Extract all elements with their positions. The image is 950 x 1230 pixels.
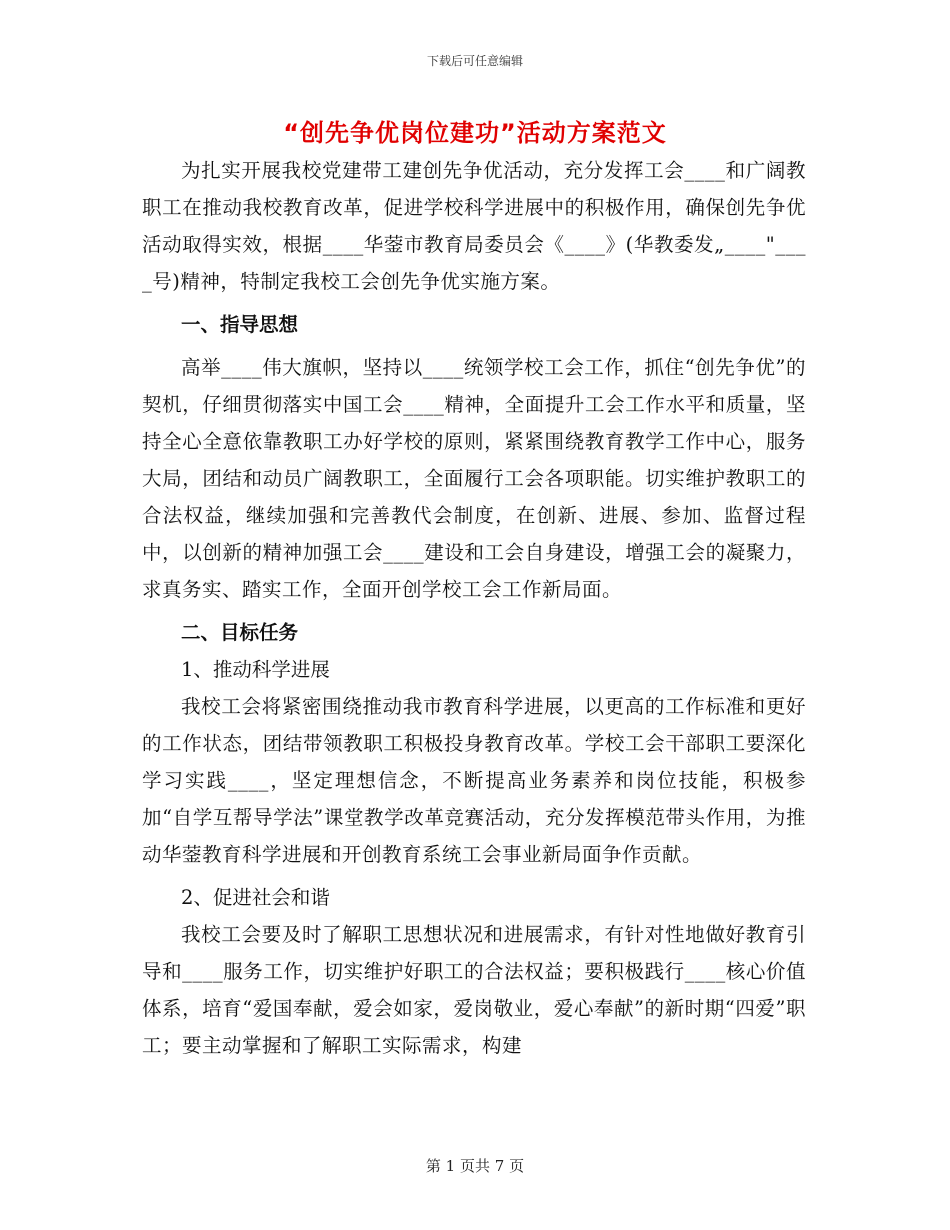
section-heading-guiding-thought: 一、指导思想 (181, 313, 299, 336)
document-body (142, 152, 806, 1064)
intro-paragraph: 为扎实开展我校党建带工建创先争优活动，充分发挥工会____和广阔教职工在推动我校教育改革，促进学校科学进展中的积极作用，确保创先争优活动取得实效，根据____华蓥市教育局委员会《____》(华教委发„____"____号)精神，特制定我校工会创先争优实施方案。 (142, 159, 806, 293)
item-2-paragraph: 我校工会要及时了解职工思想状况和进展需求，有针对性地做好教育引导和____服务工作，切实维护好职工的合法权益；要积极践行____核心价值体系，培育“爱国奉献，爱会如家，爱岗敬业，爱心奉献”的新时期“四爱”职工；要主动掌握和了解职工实际需求，构建 (142, 923, 806, 1057)
section-heading-goals-tasks: 二、目标任务 (181, 621, 299, 644)
guiding-thought-paragraph: 高举____伟大旗帜，坚持以____统领学校工会工作，抓住“创先争优”的契机，仔细贯彻落实中国工会____精神，全面提升工会工作水平和质量，坚持全心全意依靠教职工办好学校的原则，紧紧围绕教育教学工作中心，服务大局，团结和动员广阔教职工，全面履行工会各项职能。切实维护教职工的合法权益，继续加强和完善教代会制度，在创新、进展、参加、监督过程中，以创新的精神加强工会____建设和工会自身建设，增强工会的凝聚力，求真务实、踏实工作，全面开创学校工会工作新局面。 (142, 356, 806, 601)
page-header-note: 下载后可任意编辑 (426, 54, 523, 68)
item-2-title: 2、促进社会和谐 (181, 886, 330, 909)
page-number: 第 1 页共 7 页 (425, 1157, 525, 1175)
item-1-title: 1、推动科学进展 (181, 658, 330, 681)
item-1-paragraph: 我校工会将紧密围绕推动我市教育科学进展，以更高的工作标准和更好的工作状态，团结带领教职工积极投身教育改革。学校工会干部职工要深化学习实践____，坚定理想信念，不断提高业务素养和岗位技能，积极参加“自学互帮导学法”课堂教学改革竞赛活动，充分发挥模范带头作用，为推动华蓥教育科学进展和开创教育系统工会事业新局面争作贡献。 (142, 695, 806, 866)
document-title: “创先争优岗位建功”活动方案范文 (283, 119, 667, 147)
